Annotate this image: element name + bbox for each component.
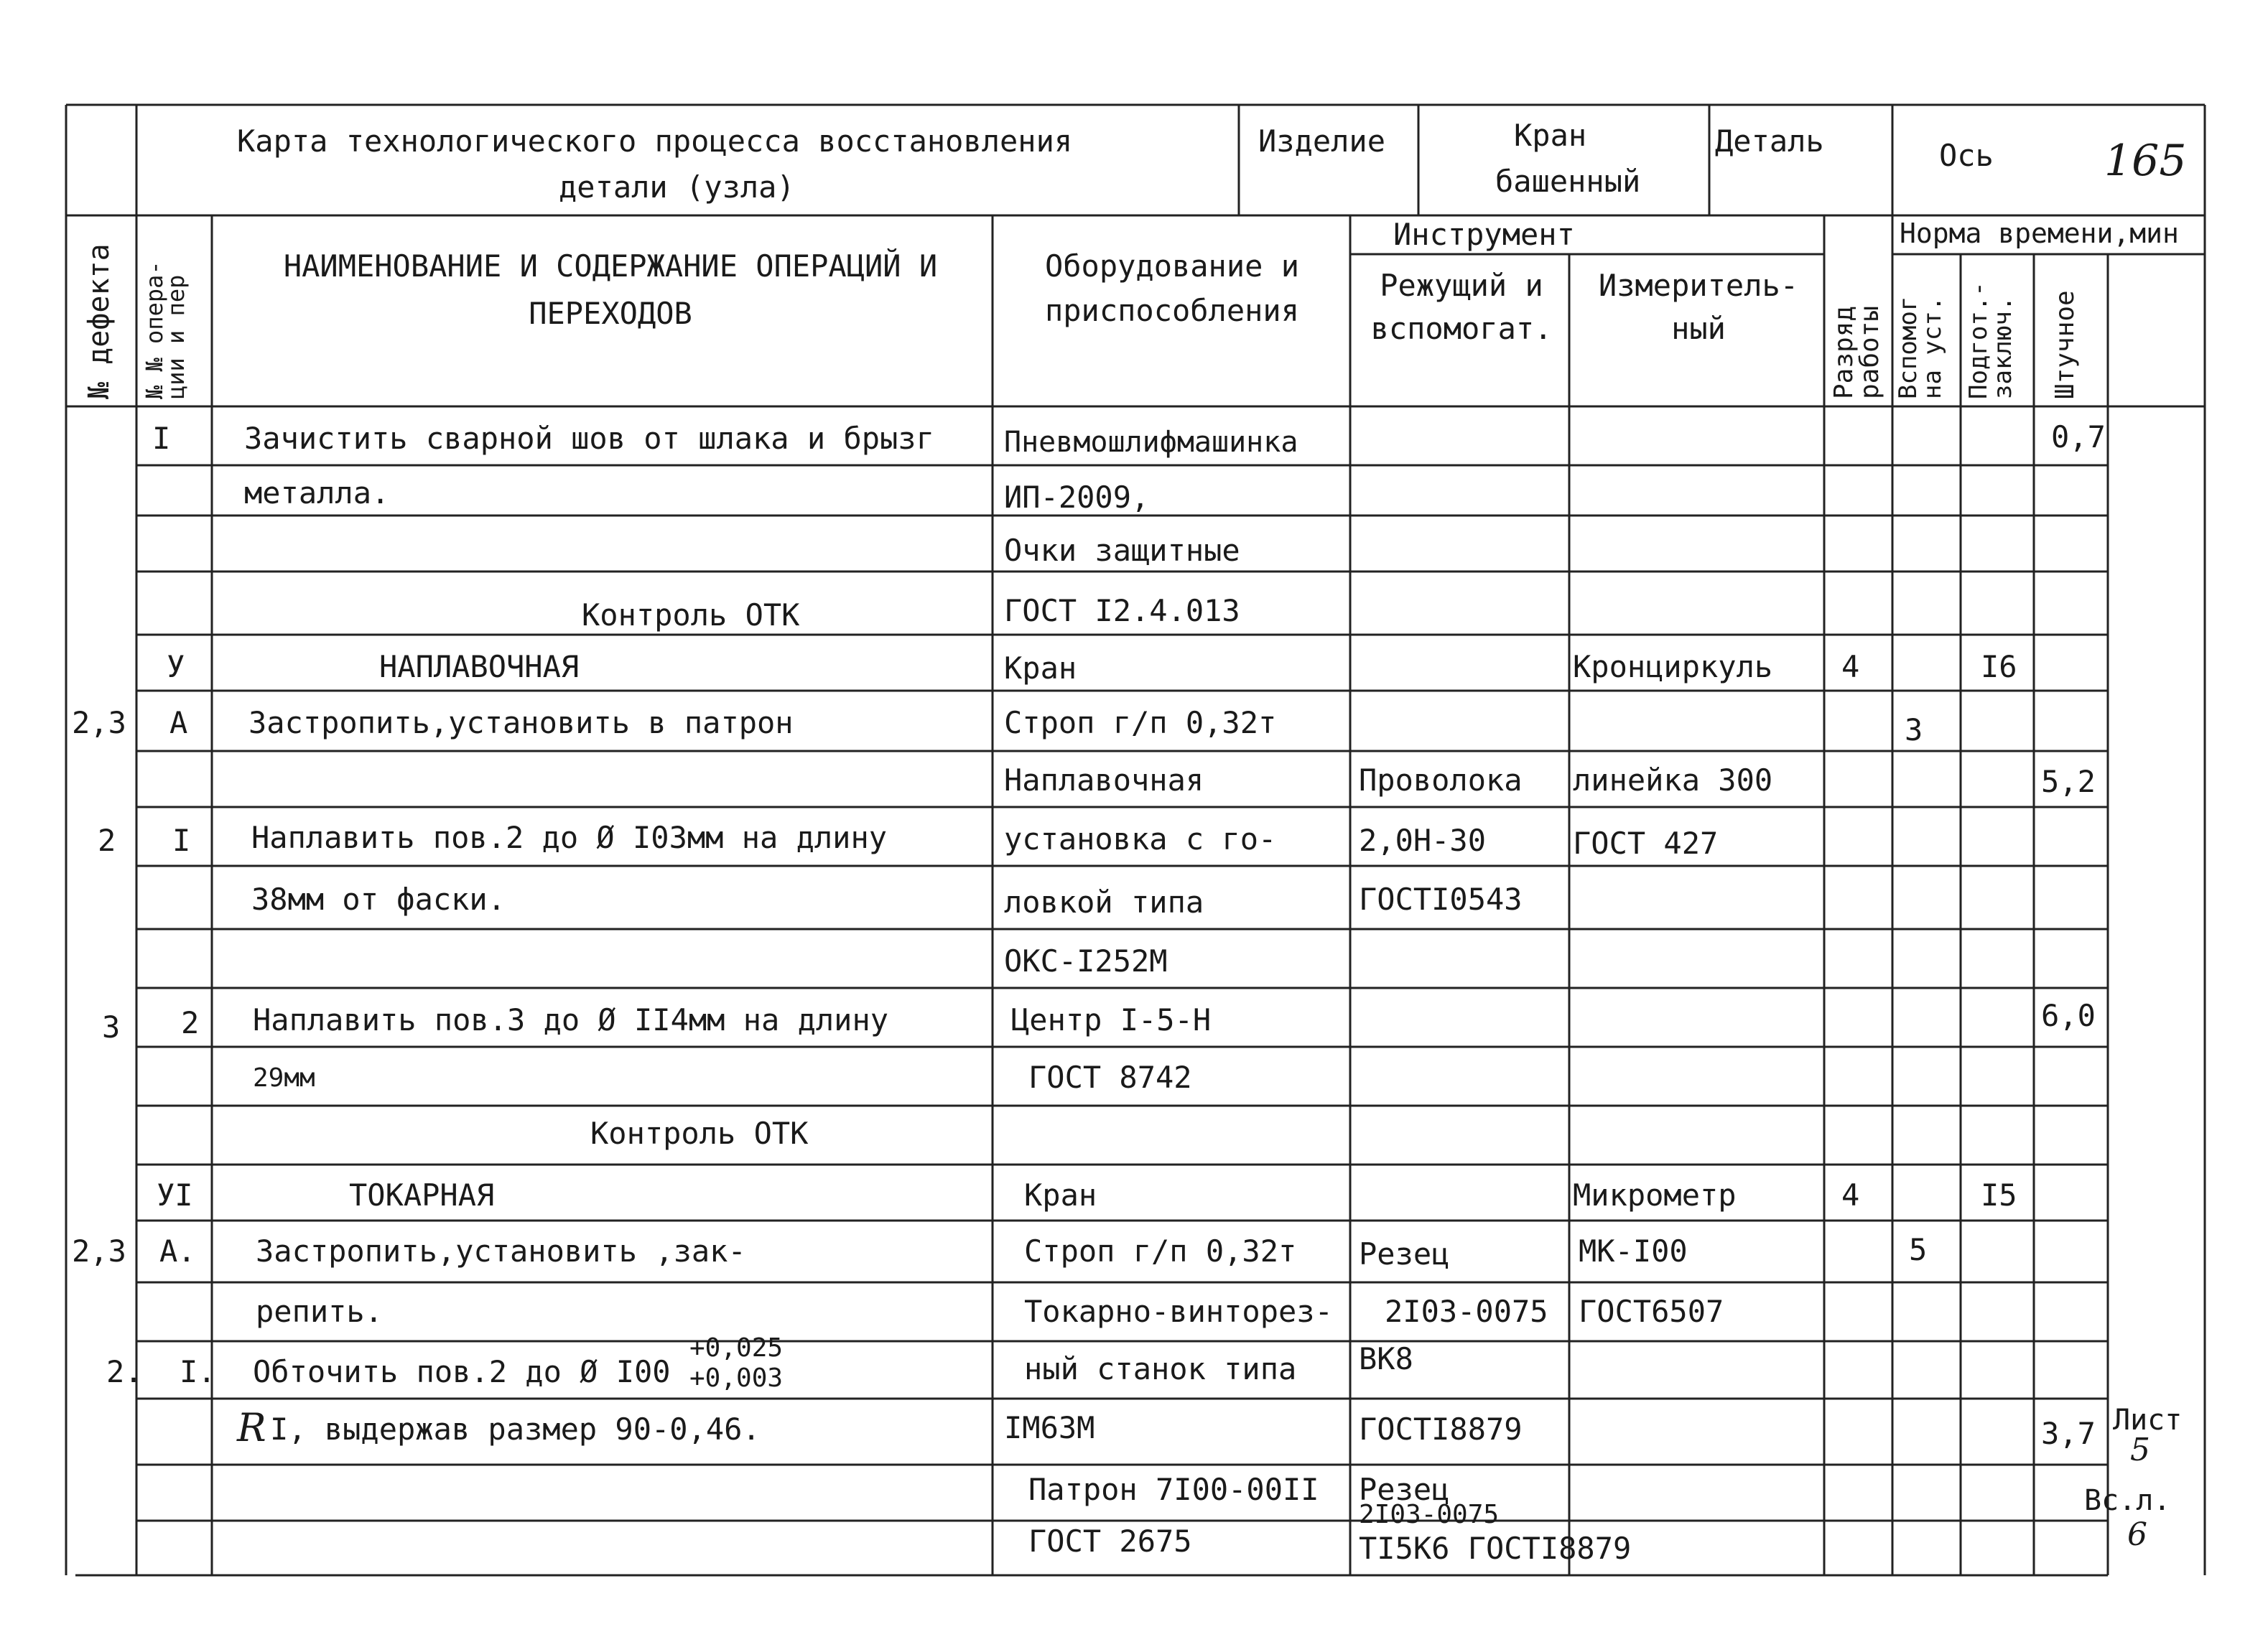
row-2-equip: Очки защитные [1004, 533, 1240, 568]
row-8-equip: ловкой типа [1004, 885, 1204, 920]
row-4-name: НАПЛАВОЧНАЯ [379, 649, 580, 684]
row-12-name: Контроль ОТК [590, 1116, 809, 1151]
row-10-defect: 3 [102, 1009, 121, 1045]
row-18-cut: Резец [1359, 1472, 1450, 1507]
row-16-defect: 2. [106, 1354, 143, 1389]
row-7-defect: 2 [98, 823, 116, 858]
row-19-cut-line2: ТI5К6 ГОСТI8879 [1359, 1531, 1632, 1566]
row-1-equip: ИП-2009, [1004, 480, 1150, 515]
row-16-name: Обточить пов.2 до Ø I00 [253, 1354, 671, 1389]
row-16-equip: ный станок типа [1024, 1351, 1297, 1386]
row-4-meas: Кронциркуль [1573, 649, 1773, 684]
row-6-equip: Наплавочная [1004, 762, 1204, 798]
col-instrument: Инструмент [1393, 217, 1575, 252]
row-4-op: У [167, 649, 185, 684]
row-6-meas: линейка 300 [1573, 762, 1773, 798]
row-4-prep: I6 [1981, 649, 2017, 684]
row-14-aux: 5 [1909, 1232, 1928, 1267]
row-7-meas: ГОСТ 427 [1573, 826, 1719, 861]
row-10-name: Наплавить пов.3 до Ø II4мм на длину [253, 1002, 889, 1037]
col-piece: Штучное [2050, 290, 2080, 399]
row-15-equip: Токарно-винторез- [1024, 1294, 1333, 1329]
row-0-piece: 0,7 [2051, 419, 2106, 454]
row-18-equip: Патрон 7I00-00II [1028, 1472, 1319, 1507]
row-8-name: 38мм от фаски. [251, 882, 506, 917]
row-16-tolerance-upper: +0,025 [689, 1333, 784, 1363]
row-10-equip: Центр I-5-Н [1011, 1002, 1212, 1037]
col-grade: Разряд работы [1829, 305, 1884, 399]
row-7-equip: установка с го- [1004, 821, 1277, 857]
row-5-op: А [169, 705, 188, 740]
row-13-grade: 4 [1841, 1177, 1860, 1213]
col-measuring: Измеритель-ный [1598, 268, 1799, 346]
doc-title-line1: Карта технологического процесса восстановления [237, 123, 1073, 159]
row-13-op: УI [157, 1177, 193, 1213]
row-8-cut: ГОСТI0543 [1359, 882, 1523, 917]
row-17-equip: IМ63М [1004, 1410, 1095, 1445]
row-15-meas: ГОСТ6507 [1579, 1294, 1724, 1329]
row-1-name: металла. [244, 475, 390, 510]
detal-value: Ось [1939, 138, 1994, 173]
row-14-name: Застропить,установить ,зак- [256, 1233, 746, 1269]
row-5-equip: Строп г/п 0,32т [1004, 705, 1277, 740]
doc-title-line2: детали (узла) [559, 169, 795, 205]
row-13-prep: I5 [1981, 1177, 2017, 1213]
total-sheets-label: Вс.л. [2084, 1484, 2171, 1517]
izdelie-value-line1: Кран [1514, 118, 1587, 153]
row-0-equip: Пневмошлифмашинка [1004, 426, 1298, 459]
row-5-defect: 2,3 [72, 705, 126, 740]
row-4-grade: 4 [1841, 649, 1860, 684]
row-7-name: Наплавить пов.2 до Ø I03мм на длину [251, 820, 888, 855]
row-17-piece: 3,7 [2041, 1416, 2096, 1451]
col-norm-time: Норма времени,мин [1900, 218, 2179, 249]
row-14-equip: Строп г/п 0,32т [1024, 1233, 1297, 1269]
row-14-meas: МК-I00 [1579, 1233, 1688, 1269]
row-15-cut: 2I03-0075 [1385, 1294, 1548, 1329]
row-13-equip: Кран [1024, 1177, 1097, 1213]
detal-label: Деталь [1715, 123, 1824, 159]
row-16-cut: ВК8 [1359, 1341, 1413, 1376]
row-19-cut: 2I03-0075 [1359, 1500, 1500, 1529]
row-0-op: I [152, 421, 171, 456]
row-10-op: 2 [181, 1005, 200, 1040]
row-10-piece: 6,0 [2041, 998, 2096, 1033]
row-11-equip: ГОСТ 8742 [1028, 1060, 1192, 1095]
col-cutting: Режущий и вспомогат. [1370, 268, 1553, 346]
page-number-handwritten: 165 [2104, 136, 2187, 186]
total-sheets-number: 6 [2127, 1516, 2147, 1553]
row-13-name: ТОКАРНАЯ [349, 1177, 495, 1213]
row-19-equip: ГОСТ 2675 [1028, 1524, 1192, 1559]
row-14-cut: Резец [1359, 1236, 1450, 1272]
row-7-cut: 2,0Н-30 [1359, 823, 1487, 858]
row-6-piece: 5,2 [2041, 764, 2096, 799]
row-6-cut: Проволока [1359, 762, 1523, 798]
sheet-number: 5 [2130, 1432, 2150, 1468]
col-op-no: № № опера-ции и пер [141, 261, 190, 399]
row-9-equip: ОКС-I252М [1004, 943, 1168, 979]
izdelie-value-line2: башенный [1495, 164, 1641, 199]
row-14-op: А. [159, 1233, 196, 1269]
row-3-name: Контроль ОТК [582, 597, 800, 633]
row-17-name: I, выдержав размер 90-0,46. [270, 1412, 761, 1447]
col-defect-no: № дефекта [83, 243, 116, 399]
col-aux-setup: Вспомог на уст. [1894, 296, 1947, 399]
row-5-aux: 3 [1905, 712, 1923, 747]
col-prep-final: Подгот.-заключ. [1964, 281, 2017, 399]
row-11-name: 29мм [253, 1063, 315, 1093]
row-5-name: Застропить,установить в патрон [248, 705, 794, 740]
izdelie-label: Изделие [1258, 123, 1386, 159]
row-3-equip: ГОСТ I2.4.013 [1004, 593, 1240, 628]
row-15-name: репить. [256, 1294, 384, 1329]
row-17-radius-handwritten: R [237, 1405, 266, 1450]
row-13-meas: Микрометр [1573, 1177, 1737, 1213]
col-equipment: Оборудование и приспособления [1044, 248, 1299, 328]
sheet-label: Лист [2113, 1404, 2183, 1437]
row-14-defect: 2,3 [72, 1233, 126, 1269]
row-0-name: Зачистить сварной шов от шлака и брызг [244, 421, 934, 456]
row-16-op: I. [180, 1354, 216, 1389]
row-4-equip: Кран [1004, 650, 1077, 686]
col-operation-name: НАИМЕНОВАНИЕ И СОДЕРЖАНИЕ ОПЕРАЦИЙ И ПЕРЕХОДОВ [283, 248, 938, 331]
row-16-tolerance-lower: +0,003 [689, 1363, 784, 1393]
row-17-cut: ГОСТI8879 [1359, 1412, 1523, 1447]
row-7-op: I [172, 823, 191, 858]
